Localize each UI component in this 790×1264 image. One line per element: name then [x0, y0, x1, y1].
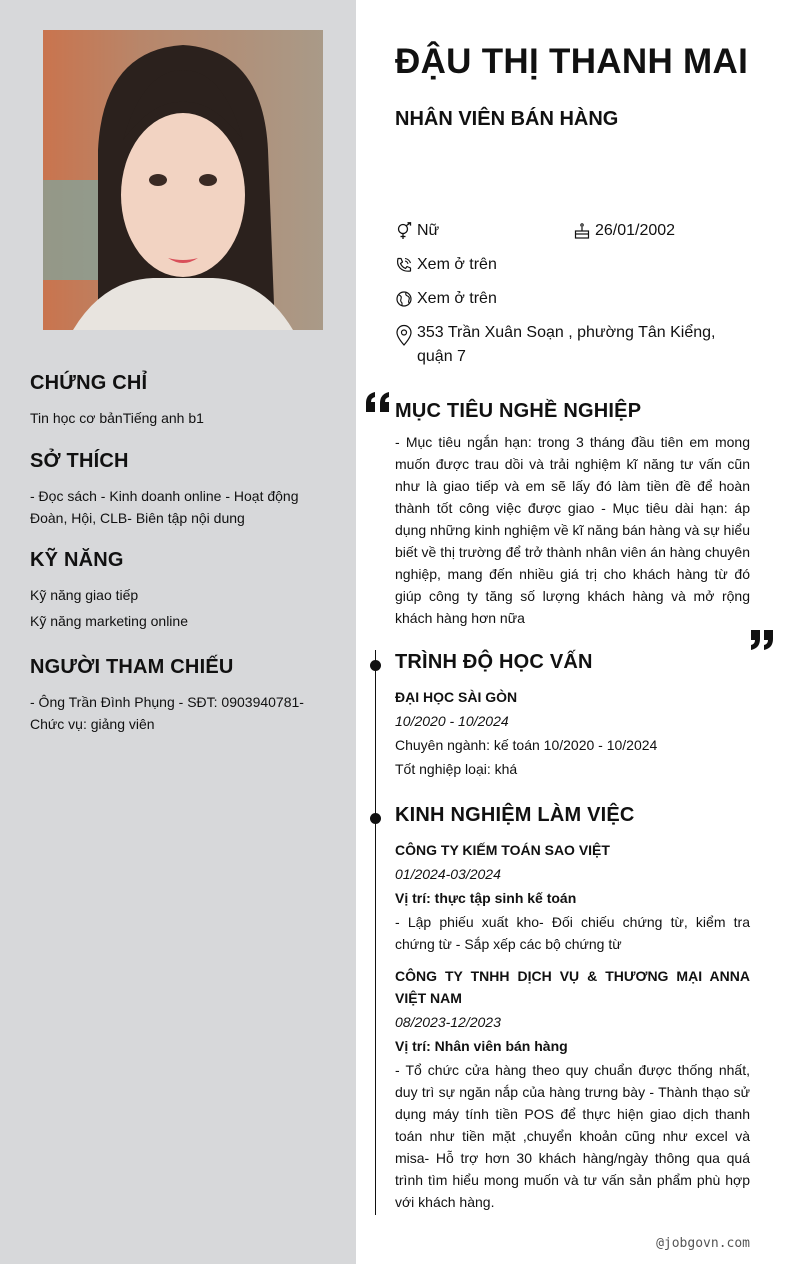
job-description: - Lập phiếu xuất kho- Đối chiếu chứng từ, kiểm tra chứng từ - Sắp xếp các bộ chứng từ: [395, 914, 750, 952]
header: [395, 42, 750, 131]
skill-item: Kỹ năng marketing online: [30, 613, 188, 629]
job-position: Vị trí: thực tập sinh kế toán: [395, 890, 577, 906]
company-name: CÔNG TY KIẾM TOÁN SAO VIỆT: [395, 842, 610, 858]
phone-value: Xem ở trên: [417, 256, 497, 273]
birthday-value: 26/01/2002: [595, 222, 676, 239]
certificates-section: [30, 372, 336, 429]
objective-title: MỤC TIÊU NGHỀ NGHIỆP: [395, 400, 642, 422]
address-value: 353 Trần Xuân Soạn , phường Tân Kiểng, quận 7: [417, 324, 716, 365]
hobbies-text: - Đọc sách - Kinh doanh online - Hoạt động Đoàn, Hội, CLB- Biên tập nội dung: [30, 488, 299, 526]
phone-row: [395, 253, 497, 277]
school-name: ĐẠI HỌC SÀI GÒN: [395, 689, 518, 705]
references-section: [30, 656, 336, 735]
certificates-text: Tin học cơ bảnTiếng anh b1: [30, 410, 204, 426]
education-major: Chuyên ngành: kế toán 10/2020 - 10/2024: [395, 737, 658, 753]
website-value: Xem ở trên: [417, 290, 497, 307]
quote-close-icon: [748, 628, 776, 652]
full-name: ĐẬU THỊ THANH MAI: [395, 42, 749, 81]
skill-item: Kỹ năng giao tiếp: [30, 587, 139, 603]
globe-icon: [395, 290, 413, 308]
hobbies-title: SỞ THÍCH: [30, 450, 129, 472]
job-position: Vị trí: Nhân viên bán hàng: [395, 1038, 568, 1054]
hobbies-section: [30, 450, 336, 529]
certificates-title: CHỨNG CHỈ: [30, 372, 148, 394]
objective-section: [395, 400, 750, 629]
experience-title: KINH NGHIỆM LÀM VIỆC: [395, 804, 635, 826]
education-grade: Tốt nghiệp loại: khá: [395, 761, 518, 777]
phone-icon: [395, 256, 413, 274]
experience-section: [395, 804, 750, 1213]
job-period: 08/2023-12/2023: [395, 1014, 501, 1030]
timeline-dot: [370, 660, 381, 671]
timeline-line: [375, 650, 376, 1215]
birthday-row: [573, 219, 675, 243]
job-title: NHÂN VIÊN BÁN HÀNG: [395, 108, 619, 130]
education-title: TRÌNH ĐỘ HỌC VẤN: [395, 651, 593, 673]
references-title: NGƯỜI THAM CHIẾU: [30, 656, 234, 678]
gender-row: [395, 219, 439, 243]
quote-open-icon: [364, 390, 392, 414]
objective-text: - Mục tiêu ngắn hạn: trong 3 tháng đầu tiên em mong muốn được trau dồi và trải nghiệm kĩ năng tư vấn cũn như là giao tiếp và em sẽ lấy đó làm tiền đề để hoàn thành tốt công việc được giao - Mục tiêu dài hạn: áp dụng những kinh nghiệm về kĩ năng bán hàng và sự hiểu biết về thị trường để trở thành nhân viên án hàng chuyên nghiệp, mang đến nhiều giá trị cho khách hàng từ đó giúp công ty tăng số lượng khách hàng và mở rộng khách hàng hơn nữa: [395, 434, 750, 626]
job-period: 01/2024-03/2024: [395, 866, 501, 882]
location-pin-icon: [395, 324, 413, 346]
gender-icon: [395, 222, 413, 240]
company-name: CÔNG TY TNHH DỊCH VỤ & THƯƠNG MẠI ANNA VIỆT NAM: [395, 968, 750, 1006]
website-row: [395, 287, 497, 311]
timeline-dot: [370, 813, 381, 824]
watermark: @jobgovn.com: [656, 1236, 750, 1251]
references-text: - Ông Trần Đình Phụng - SĐT: 0903940781- Chức vụ: giảng viên: [30, 694, 304, 732]
sidebar: [0, 0, 356, 1264]
job-entry: [395, 965, 750, 1213]
profile-photo: [43, 30, 323, 330]
gender-value: Nữ: [417, 222, 440, 239]
education-section: [395, 651, 750, 780]
cake-icon: [573, 222, 591, 240]
job-description: - Tổ chức cửa hàng theo quy chuẩn được thống nhất, duy trì sự ngăn nắp của hàng trưng bày - Thành thạo sử dụng máy tính tiền POS để thực hiện giao dịch thanh toán như tiền mặt ,chuyển khoản cũng như excel và misa- Hỗ trợ hơn 30 khách hàng/ngày thông qua quá trình tìm hiểu mong muốn và tư vấn sản phẩm phù hợp với khách hàng.: [395, 1062, 750, 1210]
skills-title: KỸ NĂNG: [30, 549, 124, 571]
job-entry: [395, 839, 750, 955]
education-period: 10/2020 - 10/2024: [395, 713, 509, 729]
address-row: [395, 321, 750, 369]
skills-section: [30, 549, 336, 636]
